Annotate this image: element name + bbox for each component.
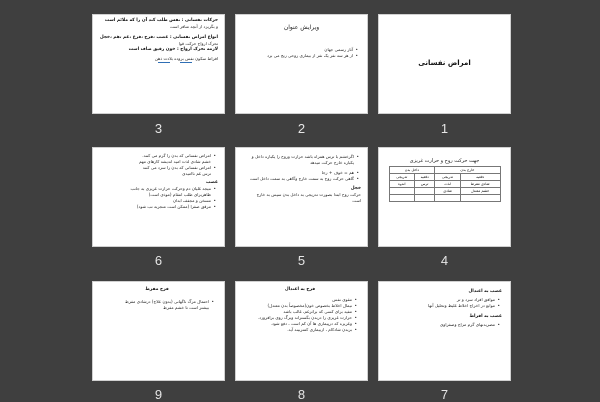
slide-thumbnail-9[interactable] bbox=[92, 281, 225, 381]
table-cell: اندوه bbox=[389, 181, 415, 188]
slide-number-9: 9 bbox=[154, 387, 163, 402]
slide-thumbnail-4[interactable] bbox=[378, 147, 511, 247]
slide-thumbnail-1[interactable] bbox=[378, 14, 511, 114]
slide-4-table bbox=[389, 166, 501, 202]
bullet: • حرارت غریزی را دربدن بگستراند وبرگ روی برافروزد. bbox=[241, 315, 352, 321]
slide-thumbnail-8[interactable] bbox=[235, 281, 368, 381]
table-row bbox=[389, 195, 500, 202]
table-header: دفعیه bbox=[460, 174, 500, 181]
slide-3-body bbox=[93, 15, 224, 65]
slide-thumbnail-2[interactable] bbox=[235, 14, 368, 114]
table-cell bbox=[435, 195, 460, 202]
slide-9-body bbox=[93, 282, 224, 311]
slide-number-8: 8 bbox=[297, 387, 306, 402]
slide-thumbnail-3[interactable] bbox=[92, 14, 225, 114]
slide-number-2: 2 bbox=[297, 121, 306, 136]
table-header: تدریجی bbox=[389, 174, 415, 181]
table-cell bbox=[460, 195, 500, 202]
bullet: • وغریزه که درپیماری ها آن کم است ، دفع شود. bbox=[241, 321, 352, 327]
bullet: • مسخن و مجفف ابدان bbox=[98, 198, 211, 204]
text-line: تحرک ارواح حرکت قوا bbox=[178, 41, 218, 47]
bullet: • مقوی نفس bbox=[241, 297, 352, 303]
table-group-header: خارج بدن bbox=[435, 167, 500, 174]
table-header: تدریجی bbox=[435, 174, 460, 181]
table-cell bbox=[415, 195, 435, 202]
slide-number-6: 6 bbox=[154, 253, 163, 268]
connector-line bbox=[158, 62, 170, 63]
slide-1-title: امراض نفسانی bbox=[418, 59, 471, 67]
text-line: انواع امراض نفسانی : غضب ،فرح ،فزع ،غم ،هم ،خجل bbox=[99, 35, 218, 41]
table-cell: لذت bbox=[435, 181, 460, 188]
bullet: • هم = خوف + رجا bbox=[242, 170, 354, 176]
bullet: • امراض نفسانی که بدن را سرد می کنند bbox=[98, 165, 211, 171]
text-line: ترس غم ناامیدی bbox=[182, 171, 211, 176]
table-row bbox=[389, 181, 500, 188]
table-cell: خشم معتدل bbox=[460, 188, 500, 195]
table-cell: ترس bbox=[415, 181, 435, 188]
text-line: یکباره خارج حرکت میدهد bbox=[310, 160, 354, 165]
text-line: خجل bbox=[350, 186, 361, 191]
slide-thumbnail-6[interactable] bbox=[92, 147, 225, 247]
bullet: • مرقق صفرا (ممکن است منجربه تب شود) bbox=[98, 204, 211, 210]
slide-7-heading-2: غضب به افراط bbox=[469, 314, 502, 320]
slide-number-3: 3 bbox=[154, 121, 163, 136]
bullet: • اگرخشم با ترس همراه باشد حرارت وروح را یکباره داخل و bbox=[242, 154, 354, 160]
connector-line bbox=[180, 62, 192, 63]
bullet: • نتیجه غلیان دم وحرکت حرارت غریزی به جانب bbox=[98, 186, 211, 192]
bullet: • از هر سه نفر یک نفر از بیماری روحی رنج می برد bbox=[236, 53, 353, 59]
slide-number-4: 4 bbox=[440, 253, 449, 268]
text-line: افراط سکون نفس بروده بلادت ذهن bbox=[154, 55, 218, 61]
text-line: است bbox=[352, 198, 361, 204]
bullet: • بربدن شادکام ، ازبیماری کمتربیند آید. bbox=[241, 327, 352, 333]
slide-7-body bbox=[379, 282, 510, 328]
slide-thumbnail-5[interactable] bbox=[235, 147, 368, 247]
text-line: و بگریزد از آنچه منافر است bbox=[169, 24, 218, 30]
text-line: غضب bbox=[206, 180, 218, 185]
slide-number-1: 1 bbox=[440, 121, 449, 136]
slide-2-bullets bbox=[236, 47, 367, 59]
slide-number-5: 5 bbox=[297, 253, 306, 268]
bullet: • گاهی حرکت روح به سمت خارج وگاهی به سمت داخل است bbox=[242, 176, 354, 182]
slide-7-heading-1: غضب به اعتدال bbox=[468, 289, 502, 294]
table-cell bbox=[389, 195, 415, 202]
table-cell bbox=[389, 188, 415, 195]
table-cell: شادی مفرط bbox=[460, 181, 500, 188]
bullet: • نیمال اخلاط بخصوص خون(مخصوصاً بدن معتدل) bbox=[241, 303, 352, 309]
slide-5-body bbox=[236, 148, 367, 204]
table-cell bbox=[415, 188, 435, 195]
bullet: • مضربدنهای گرم مزاج وصفراوی bbox=[385, 322, 495, 328]
text-line: خشم شادی لذت امید اندیشه کارهای مهم bbox=[139, 159, 211, 164]
slide-4-title: جهت حرکت روح و حرارت غریزی bbox=[409, 158, 480, 164]
text-line: حرکت روح ابتدا بصورت تدریجی به داخل بدن سپس به خارج bbox=[256, 192, 361, 198]
text-line: لازمه تحرک ارواح : خون رقیق صاف است bbox=[128, 47, 218, 53]
bullet: • امراض نفسانی که بدن را گرم می کنند. bbox=[98, 153, 211, 159]
slide-2-title: ویرایش عنوان bbox=[283, 24, 320, 31]
slide-6-body bbox=[93, 148, 224, 210]
bullet: • موانع در اخراج اخلاط غلیظ وتحلیل آنها bbox=[385, 303, 495, 309]
slide-9-title: فرح مفرط bbox=[145, 287, 169, 292]
slide-8-body bbox=[236, 282, 367, 333]
slide-thumbnail-7[interactable] bbox=[378, 281, 511, 381]
table-header: دفعیه bbox=[415, 174, 435, 181]
table-cell: شادی bbox=[435, 188, 460, 195]
slide-8-title: فرح به اعتدال bbox=[284, 287, 316, 292]
slide-number-7: 7 bbox=[440, 387, 449, 402]
bullet: • موافق افراد سرد و تر bbox=[385, 297, 495, 303]
bullet: • آثار رسمی جهان bbox=[236, 47, 353, 53]
bullet: • مفید برای کسی که براثرغم، غالب باشد bbox=[241, 309, 352, 315]
text-line: بیشتر است تا خشم مفرط bbox=[163, 305, 209, 311]
text-line: ظاهربرای طلب انتقام (موذی است) bbox=[148, 192, 211, 198]
text-line: حرکات نفسانی : نفس طلب کند آن را که ملائم است bbox=[104, 18, 218, 23]
table-group-header: داخل بدن bbox=[389, 167, 435, 174]
bullet: • احتمال مرگ ناگهانی (بدون علاج) درشادی مفرط bbox=[98, 299, 209, 305]
table-row bbox=[389, 188, 500, 195]
